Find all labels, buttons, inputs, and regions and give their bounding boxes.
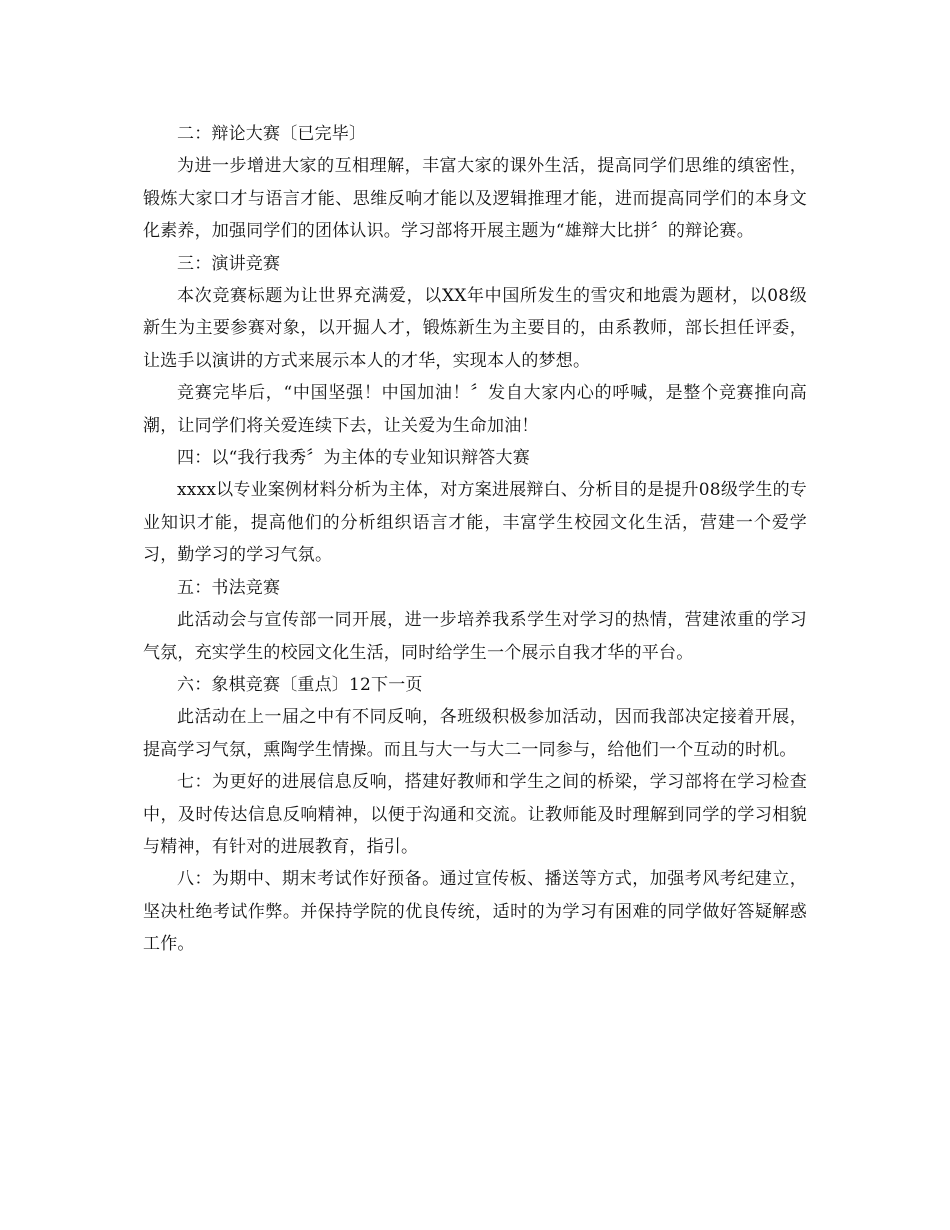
paragraph-exam-prep: 八：为期中、期末考试作好预备。通过宣传板、播送等方式，加强考风考纪建立，坚决杜绝考试作弊。并保持学院的优良传统，适时的为学习有困难的同学做好答疑解惑工作。 [143, 869, 807, 955]
paragraph-knowledge-contest: xxxx以专业案例材料分析为主体，对方案进展辩白、分析目的是提升08级学生的专业知识才能，提高他们的分析组织语言才能，丰富学生校园文化生活，营建一个爱学习，勤学习的学习气氛。 [143, 480, 807, 566]
document-body [143, 118, 807, 961]
paragraph-chess: 此活动在上一届之中有不同反响，各班级积极参加活动，因而我部决定接着开展，提高学习气氛，熏陶学生情操。而且与大一与大二一同参与，给他们一个互动的时机。 [143, 707, 807, 760]
paragraph-feedback: 七：为更好的进展信息反响，搭建好教师和学生之间的桥梁，学习部将在学习检查中，及时传达信息反响精神，以便于沟通和交流。让教师能及时理解到同学的学习相貌与精神，有针对的进展教育，指引。 [143, 772, 807, 857]
section-heading-chess: 六：象棋竞赛〔重点〕12下一页 [177, 674, 423, 695]
section-heading-speech: 三：演讲竞赛 [177, 253, 281, 274]
section-heading-knowledge-contest: 四：以“我行我秀〞为主体的专业知识辩答大赛 [177, 448, 530, 469]
paragraph-speech-result: 竞赛完毕后，“中国坚强！中国加油！〞发自大家内心的呼喊，是整个竞赛推向高潮，让同学们将关爱连续下去，让关爱为生命加油！ [143, 383, 807, 436]
section-heading-calligraphy: 五：书法竞赛 [177, 577, 281, 598]
paragraph-calligraphy: 此活动会与宣传部一同开展，进一步培养我系学生对学习的热情，营建浓重的学习气氛，充实学生的校园文化生活，同时给学生一个展示自我才华的平台。 [143, 610, 807, 663]
section-heading-debate: 二：辩论大赛〔已完毕〕 [177, 124, 367, 144]
paragraph-speech: 本次竞赛标题为让世界充满爱，以XX年中国所发生的雪灾和地震为题材，以08级新生为主要参赛对象，以开掘人才，锻炼新生为主要目的，由系教师，部长担任评委，让选手以演讲的方式来展示本人的才华，实现本人的梦想。 [143, 286, 807, 371]
paragraph-debate: 为进一步增进大家的互相理解，丰富大家的课外生活，提高同学们思维的缜密性，锻炼大家口才与语言才能、思维反响才能以及逻辑推理才能，进而提高同学们的本身文化素养，加强同学们的团体认识。学习部将开展主题为“雄辩大比拼〞的辩论赛。 [143, 156, 807, 242]
